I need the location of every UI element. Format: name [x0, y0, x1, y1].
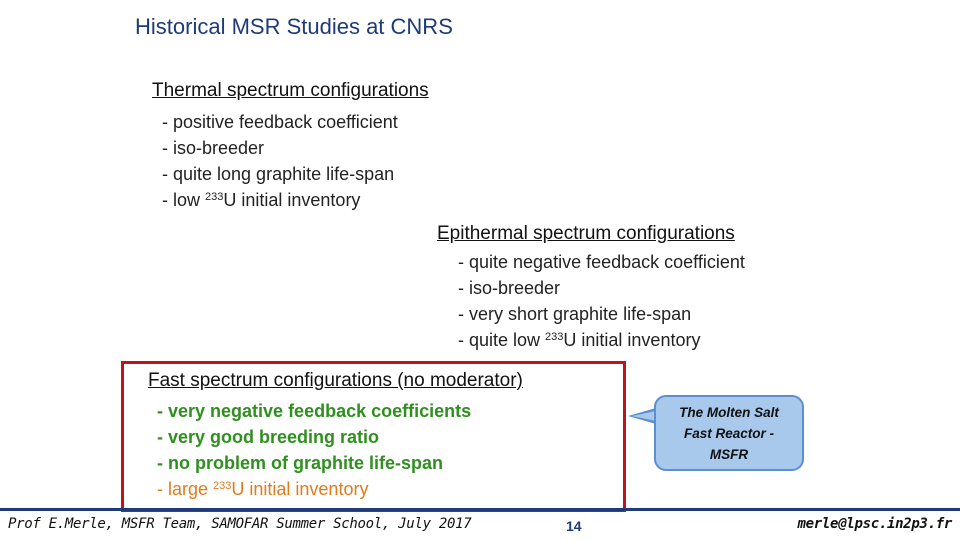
list-item: - no problem of graphite life-span: [157, 453, 444, 473]
footer-divider: [0, 508, 960, 511]
thermal-list: [162, 109, 398, 213]
footer-email: merle@lpsc.in2p3.fr: [797, 516, 952, 532]
list-item: - positive feedback coefficient: [162, 112, 398, 132]
list-item: - large $^{233}$U initial inventory: [157, 479, 369, 499]
list-item: - low $^{233}$U initial inventory: [162, 190, 361, 210]
footer-author: Prof E.Merle, MSFR Team, SAMOFAR Summer School, July 2017: [8, 516, 472, 532]
page-number: 14: [566, 518, 582, 534]
epithermal-heading: Epithermal spectrum configurations: [437, 223, 735, 244]
epithermal-list: [458, 249, 745, 353]
callout-pointer-fill: [632, 411, 656, 421]
list-item: - very good breeding ratio: [157, 427, 380, 447]
list-item: - quite negative feedback coefficient: [458, 252, 745, 272]
list-item: - iso-breeder: [458, 278, 561, 298]
list-item: - very negative feedback coefficients: [157, 401, 472, 421]
fast-list: [157, 398, 471, 502]
callout-line: MSFR: [709, 446, 749, 462]
list-item: - very short graphite life-span: [458, 304, 692, 324]
list-item: - quite low $^{233}$U initial inventory: [458, 330, 701, 350]
msfr-callout: [654, 395, 804, 471]
callout-line: Fast Reactor -: [683, 425, 774, 441]
list-item: - quite long graphite life-span: [162, 164, 395, 184]
list-item: - iso-breeder: [162, 138, 265, 158]
thermal-heading: Thermal spectrum configurations: [152, 80, 429, 101]
callout-line: The Molten Salt: [679, 404, 779, 420]
fast-heading: Fast spectrum configurations (no moderator): [148, 370, 523, 391]
slide-title: Historical MSR Studies at CNRS: [135, 14, 453, 39]
